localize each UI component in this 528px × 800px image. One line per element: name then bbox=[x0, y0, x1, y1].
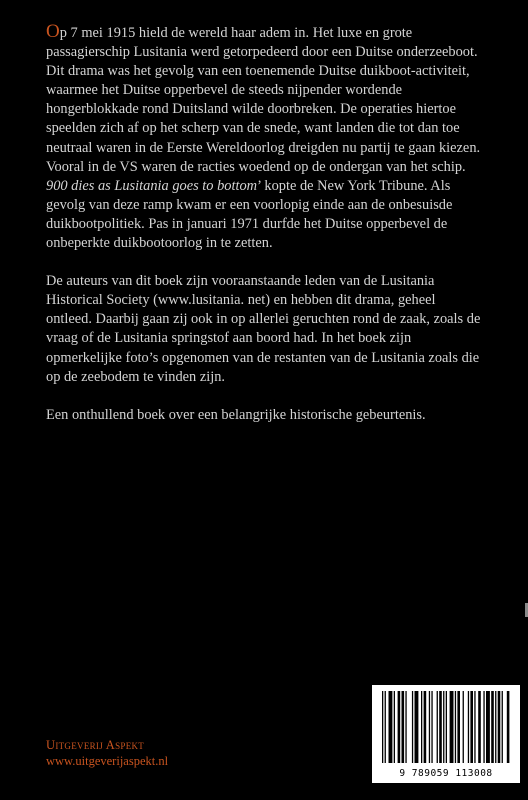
barcode-bar bbox=[394, 691, 395, 763]
barcode-bar bbox=[474, 691, 475, 763]
barcode-bar bbox=[429, 691, 430, 763]
barcode-bar bbox=[421, 691, 422, 763]
back-cover-blurb bbox=[46, 22, 482, 444]
barcode-bar bbox=[495, 691, 496, 763]
barcode-bars bbox=[372, 685, 520, 767]
barcode-bar bbox=[389, 691, 393, 763]
barcode-bar bbox=[450, 691, 454, 763]
barcode-bar bbox=[486, 691, 490, 763]
blurb-text-1b: ’ kopte de New York Tribune. Als gevolg van deze ramp kwam er een voorlopig einde aan de onbesuisde duikbootpolitiek. Pas in januari 1971 durfde het Duitse opperbevel de onbeperkte duikbootoorlog in te zetten. bbox=[46, 177, 453, 252]
barcode-bar bbox=[468, 691, 469, 763]
barcode-bar bbox=[412, 691, 413, 763]
barcode-digits: 9 789059 113008 bbox=[399, 768, 493, 779]
barcode-bar bbox=[439, 691, 442, 763]
barcode-bar bbox=[455, 691, 456, 763]
barcode-bar bbox=[470, 691, 473, 763]
isbn-barcode bbox=[372, 685, 520, 783]
barcode-bar bbox=[405, 691, 406, 763]
publisher-name: Uitgeverij Aspekt bbox=[46, 738, 145, 752]
barcode-bar bbox=[463, 691, 464, 763]
barcode-bar bbox=[498, 691, 501, 763]
barcode-bar bbox=[398, 691, 401, 763]
blurb-paragraph-1 bbox=[46, 22, 482, 253]
barcode-bar bbox=[446, 691, 447, 763]
barcode-bar bbox=[483, 691, 484, 763]
publisher-url: www.uitgeverijaspekt.nl bbox=[46, 754, 169, 768]
barcode-bar bbox=[424, 691, 427, 763]
barcode-bar bbox=[437, 691, 438, 763]
barcode-bar bbox=[385, 691, 386, 763]
barcode-bar bbox=[443, 691, 444, 763]
publisher-info bbox=[46, 737, 168, 769]
tribune-headline-quote: 900 dies as Lusitania goes to bottom bbox=[46, 177, 258, 194]
barcode-bar bbox=[478, 691, 481, 763]
barcode-bar bbox=[507, 691, 510, 763]
barcode-bar bbox=[431, 691, 432, 763]
blurb-text-1a: p 7 mei 1915 hield de wereld haar adem in. Het luxe en grote passagierschip Lusitania werd getorpedeerd door een Duitse onderzeeboot. Dit drama was het gevolg van een toenemende Duitse duikboot-activiteit, waarmee het Duitse opperbevel de steeds nijpender wordende hongerblokkade rond Duitsland wilde doorbreken. De operaties hiertoe speelden zich af op het scherp van de snede, want landen die tot dan toe neutraal waren in de Eerste Wereldoorlog dreigden nu partij te gaan kiezen. Vooral in de VS waren de racties woedend op de ondergan van het schip. bbox=[46, 25, 481, 175]
barcode-bar bbox=[457, 691, 460, 763]
blurb-paragraph-3: Een onthullend boek over een belangrijke historische gebeurtenis. bbox=[46, 406, 426, 423]
barcode-bar bbox=[415, 691, 419, 763]
barcode-bar bbox=[491, 691, 494, 763]
barcode-bar bbox=[502, 691, 503, 763]
barcode-bar bbox=[382, 691, 383, 763]
drop-cap: O bbox=[46, 21, 60, 42]
blurb-paragraph-2: De auteurs van dit boek zijn vooraanstaande leden van de Lusitania Historical Society (www.lusitania. net) en hebben dit drama, geheel ontleed. Daarbij gaan zij ook in op allerlei geruchten rond de zaak, zoals de vraag of de Lusitania springstof aan boord had. In het boek zijn opmerkelijke foto’s opgenomen van de restanten van de Lusitania zoals die op de zeebodem te vinden zijn. bbox=[46, 273, 481, 385]
barcode-bar bbox=[402, 691, 405, 763]
